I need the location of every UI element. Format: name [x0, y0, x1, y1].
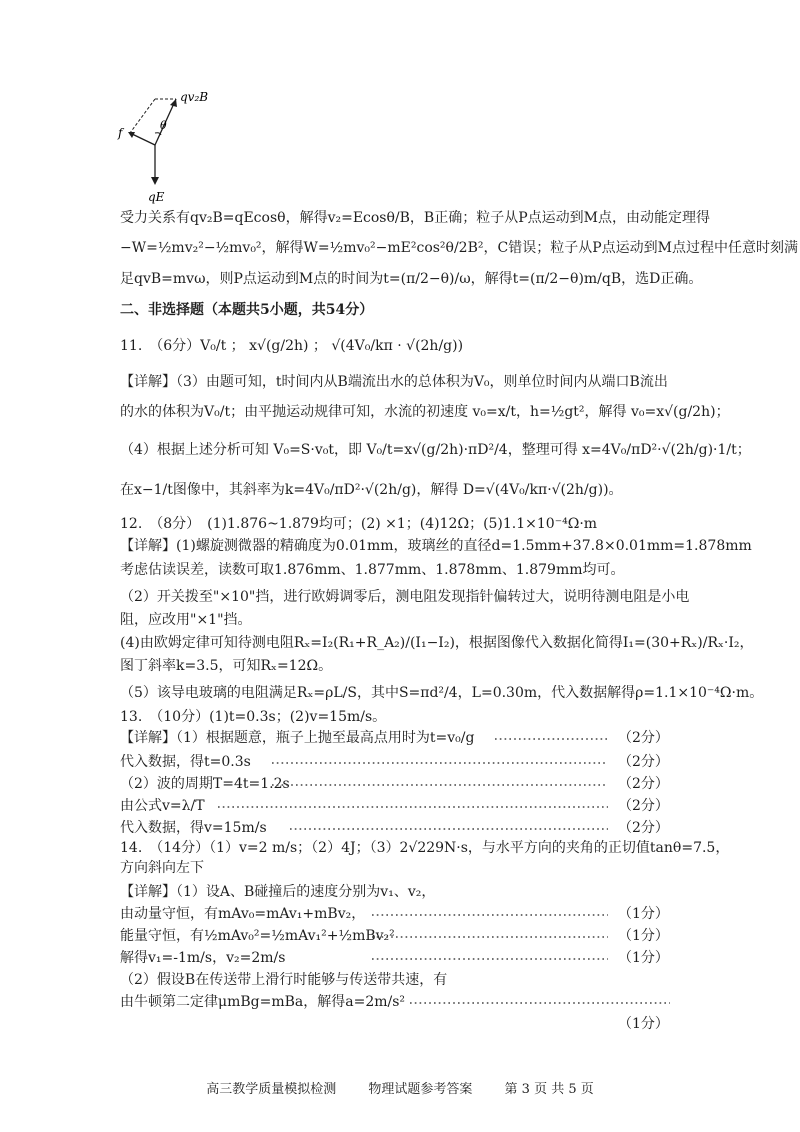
- text-line: 能量守恒，有½mAv₀²=½mAv₁²+½mBv₂²: [120, 928, 395, 944]
- answer-12: 12. （8分） (1)1.876~1.879均可；(2) ×1；(4)12Ω；(5)1.1×10⁻⁴Ω·m: [120, 516, 598, 532]
- text-line: 代入数据，得v=15m/s: [120, 820, 267, 836]
- score-points: （2分）: [618, 776, 669, 792]
- text-line: 【详解】（3）由题可知，t时间内从B端流出水的总体积为V₀，则单位时间内从端口B流出: [120, 374, 668, 390]
- text-line: （2）假设B在传送带上滑行时能够与传送带共速，有: [120, 972, 448, 988]
- answer-14: 14. （14分）（1）v=2 m/s；（2）4J；（3）2√229N·s，与水平方向的夹角的正切值tanθ=7.5，: [120, 840, 730, 856]
- score-points: （2分）: [618, 798, 669, 814]
- text-line: 【详解】（1）根据题意，瓶子上抛至最高点用时为t=v₀/g: [120, 730, 475, 746]
- page-footer: [0, 1078, 800, 1097]
- answer-13: 13. （10分）(1)t=0.3s；(2)v=15m/s。: [120, 709, 387, 725]
- score-points: （2分）: [618, 730, 669, 746]
- text-line: 解得v₁=-1m/s，v₂=2m/s: [120, 950, 286, 966]
- text-line: 代入数据，得t=0.3s: [120, 754, 251, 770]
- score-points: （1分）: [618, 928, 669, 944]
- text-line: −W=½mv₂²−½mv₀²，解得W=½mv₀²−mE²cos²θ/2B²，C错误；粒子从P点运动到M点过程中任意时刻满: [120, 240, 798, 256]
- text-line: （4）根据上述分析可知 V₀=S·v₀t，即 V₀/t=x√(g/2h)·πD²/4，整理可得 x=4V₀/πD²·√(2h/g)·1/t；: [120, 442, 751, 458]
- label-f: f: [118, 126, 123, 140]
- section-heading: 二、非选择题（本题共5小题，共54分）: [120, 302, 374, 318]
- label-theta: θ: [160, 119, 167, 132]
- score-points: （1分）: [618, 950, 669, 966]
- text-line: 足qvB=mvω，则P点运动到M点的时间为t=(π/2−θ)/ω，解得t=(π/2−θ)m/qB，选D正确。: [120, 271, 703, 287]
- text-line: 由动量守恒，有mAv₀=mAv₁+mBv₂，: [120, 906, 366, 922]
- text-line: 阻，应改用"×1"挡。: [120, 612, 252, 628]
- answer-11: 11. （6分）V₀/t ； x√(g/2h) ； √(4V₀/kπ · √(2h/g)): [120, 338, 464, 354]
- footer-subject: 物理试题参考答案: [368, 1082, 473, 1097]
- score-points: （1分）: [618, 906, 669, 922]
- score-points: （2分）: [618, 754, 669, 770]
- text-line: （2）开关拨至"×10"挡，进行欧姆调零后，测电阻发现指针偏转过大，说明待测电阻是小电: [120, 589, 690, 605]
- label-qv2B: qv₂B: [180, 90, 209, 104]
- score-points: （1分）: [618, 1016, 669, 1032]
- text-line: 的水的体积为V₀/t；由平抛运动规律可知，水流的初速度 v₀=x/t，h=½gt²，解得 v₀=x√(g/2h)；: [120, 404, 730, 420]
- score-points: （2分）: [618, 820, 669, 836]
- text-line: 方向斜向左下: [120, 860, 204, 876]
- text-line: 考虑估读误差，读数可取1.876mm、1.877mm、1.878mm、1.879mm均可。: [120, 562, 625, 578]
- text-line: （2）波的周期T=4t=1.2s: [120, 776, 290, 792]
- text-line: 在x−1/t图像中，其斜率为k=4V₀/πD²·√(2h/g)，解得 D=√(4V₀/kπ·√(2h/g))。: [120, 482, 623, 498]
- text-line: 图丁斜率k=3.5，可知Rₓ=12Ω。: [120, 658, 333, 674]
- footer-exam: 高三教学质量模拟检测: [206, 1082, 337, 1097]
- text-line: （5）该导电玻璃的电阻满足Rₓ=ρL/S，其中S=πd²/4，L=0.30m，代入数据解得ρ=1.1×10⁻⁴Ω·m。: [120, 685, 764, 701]
- text-line: 由牛顿第二定律μmBg=mBa，解得a=2m/s²: [120, 994, 406, 1010]
- text-line: 【详解】（1）设A、B碰撞后的速度分别为v₁、v₂，: [120, 884, 436, 900]
- label-qE: qE: [148, 190, 165, 204]
- text-line: (4)由欧姆定律可知待测电阻Rₓ=I₂(R₁+R_A₂)/(I₁−I₂)，根据图像代入数据化简得I₁=(30+Rₓ)/Rₓ·I₂，: [120, 635, 754, 651]
- footer-page-number: 第 3 页 共 5 页: [504, 1082, 594, 1097]
- text-line: 受力关系有qv₂B=qEcosθ，解得v₂=Ecosθ/B，B正确；粒子从P点运动到M点，由动能定理得: [120, 210, 710, 226]
- text-line: 【详解】(1)螺旋测微器的精确度为0.01mm，玻璃丝的直径d=1.5mm+37.8×0.01mm=1.878mm: [120, 538, 752, 554]
- text-line: 由公式v=λ/T: [120, 798, 205, 814]
